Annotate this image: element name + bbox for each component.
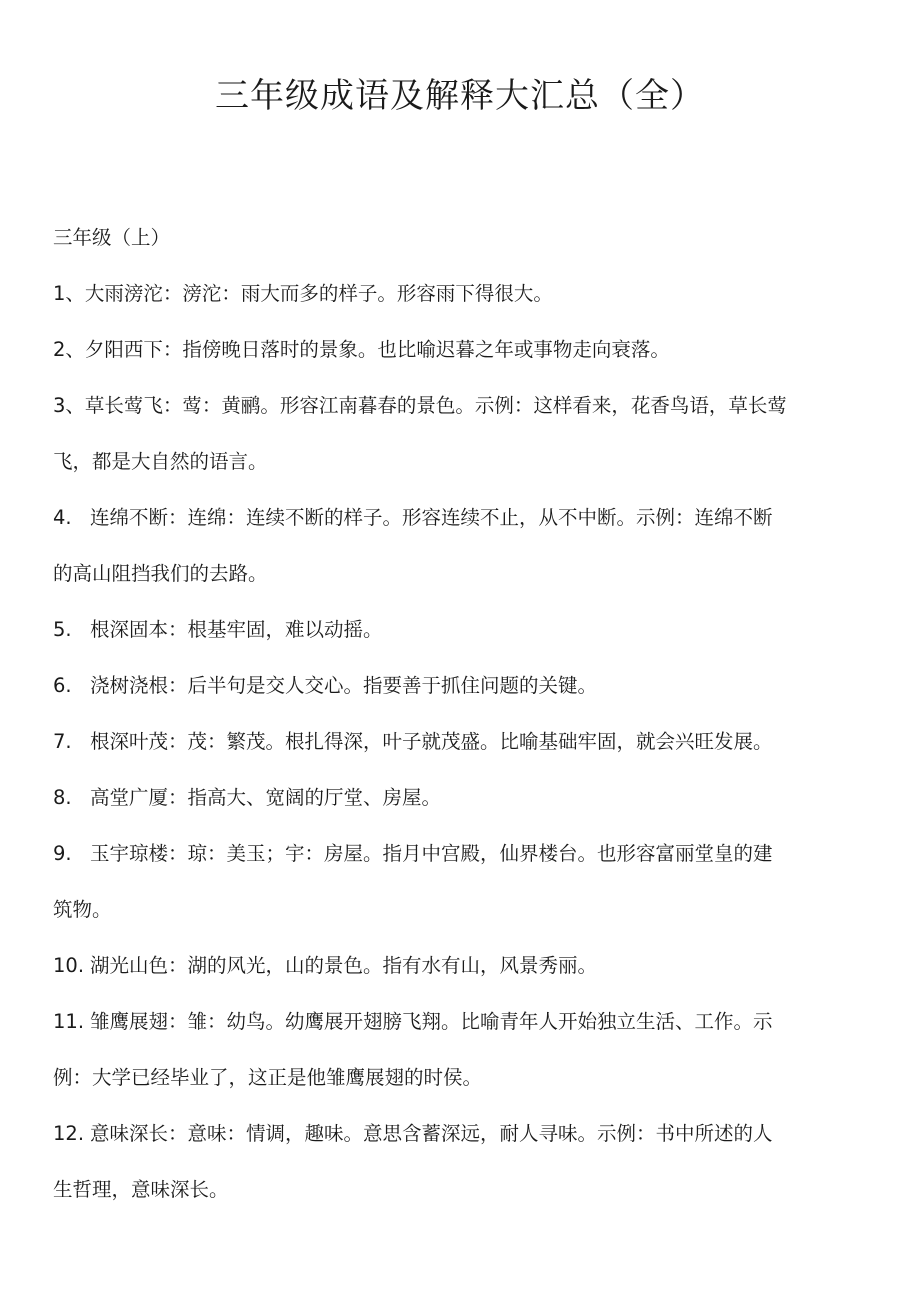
entry-first-line xyxy=(53,602,863,658)
entry-text: 浇树浇根：后半句是交人交心。指要善于抓住问题的关键。 xyxy=(90,674,598,697)
entry-number: 6. xyxy=(53,674,72,697)
entry-text: 湖光山色：湖的风光，山的景色。指有水有山，风景秀丽。 xyxy=(90,954,598,977)
entry-first-line xyxy=(53,658,863,714)
entry-first-line xyxy=(53,938,863,994)
entry-number: 4. xyxy=(53,506,72,529)
entry-text: 例：大学已经毕业了，这正是他雏鹰展翅的时侯。 xyxy=(53,1066,483,1089)
idiom-entry xyxy=(53,1106,863,1218)
entry-first-line xyxy=(53,826,863,882)
entry-number: 3、 xyxy=(53,394,85,417)
idiom-entry xyxy=(53,714,863,770)
entry-first-line xyxy=(53,714,863,770)
entry-text: 飞，都是大自然的语言。 xyxy=(53,450,268,473)
entry-continuation-line xyxy=(53,1162,863,1218)
entry-first-line xyxy=(53,1106,863,1162)
entry-number: 10. xyxy=(53,954,85,977)
idiom-entry xyxy=(53,602,863,658)
entry-number: 5. xyxy=(53,618,72,641)
entry-continuation-line xyxy=(53,434,863,490)
idiom-entry xyxy=(53,826,863,938)
entry-first-line xyxy=(53,490,863,546)
entry-number: 11. xyxy=(53,1010,85,1033)
document-title: 三年级成语及解释大汇总（全） xyxy=(215,76,705,116)
entry-continuation-line xyxy=(53,546,863,602)
entry-continuation-line xyxy=(53,882,863,938)
idiom-entry xyxy=(53,770,863,826)
idiom-entry xyxy=(53,938,863,994)
entry-first-line xyxy=(53,322,863,378)
entry-first-line xyxy=(53,378,863,434)
entry-text: 连绵不断：连绵：连续不断的样子。形容连续不止，从不中断。示例：连绵不断 xyxy=(90,506,773,529)
idiom-entry xyxy=(53,490,863,602)
entry-text: 高堂广厦：指高大、宽阔的厅堂、房屋。 xyxy=(90,786,442,809)
entry-first-line xyxy=(53,266,863,322)
document-body xyxy=(53,210,863,1218)
section-heading: 三年级（上） xyxy=(53,226,171,249)
entry-first-line xyxy=(53,994,863,1050)
entry-text: 玉宇琼楼：琼：美玉；宇：房屋。指月中宫殿，仙界楼台。也形容富丽堂皇的建 xyxy=(90,842,773,865)
entry-text: 生哲理，意味深长。 xyxy=(53,1178,229,1201)
entry-text: 夕阳西下：指傍晚日落时的景象。也比喻迟暮之年或事物走向衰落。 xyxy=(84,338,670,361)
entry-text: 意味深长：意味：情调，趣味。意思含蓄深远，耐人寻味。示例：书中所述的人 xyxy=(90,1122,773,1145)
entry-text: 根深固本：根基牢固，难以动摇。 xyxy=(90,618,383,641)
idiom-entry xyxy=(53,266,863,322)
entry-number: 7. xyxy=(53,730,72,753)
entry-text: 根深叶茂：茂：繁茂。根扎得深，叶子就茂盛。比喻基础牢固，就会兴旺发展。 xyxy=(90,730,773,753)
entry-number: 8. xyxy=(53,786,72,809)
idiom-entry xyxy=(53,994,863,1106)
entry-text: 的高山阻挡我们的去路。 xyxy=(53,562,268,585)
entry-continuation-line xyxy=(53,1050,863,1106)
entry-first-line xyxy=(53,770,863,826)
idiom-entry xyxy=(53,658,863,714)
entry-text: 大雨滂沱：滂沱：雨大而多的样子。形容雨下得很大。 xyxy=(84,282,553,305)
entry-number: 2、 xyxy=(53,338,85,361)
entry-number: 12. xyxy=(53,1122,85,1145)
idiom-entry xyxy=(53,378,863,490)
entry-text: 筑物。 xyxy=(53,898,112,921)
idiom-entry xyxy=(53,322,863,378)
entry-number: 1、 xyxy=(53,282,85,305)
entry-text: 雏鹰展翅：雏：幼鸟。幼鹰展开翅膀飞翔。比喻青年人开始独立生活、工作。示 xyxy=(90,1010,773,1033)
entry-text: 草长莺飞：莺：黄鹂。形容江南暮春的景色。示例：这样看来，花香鸟语，草长莺 xyxy=(84,394,787,417)
entry-number: 9. xyxy=(53,842,72,865)
